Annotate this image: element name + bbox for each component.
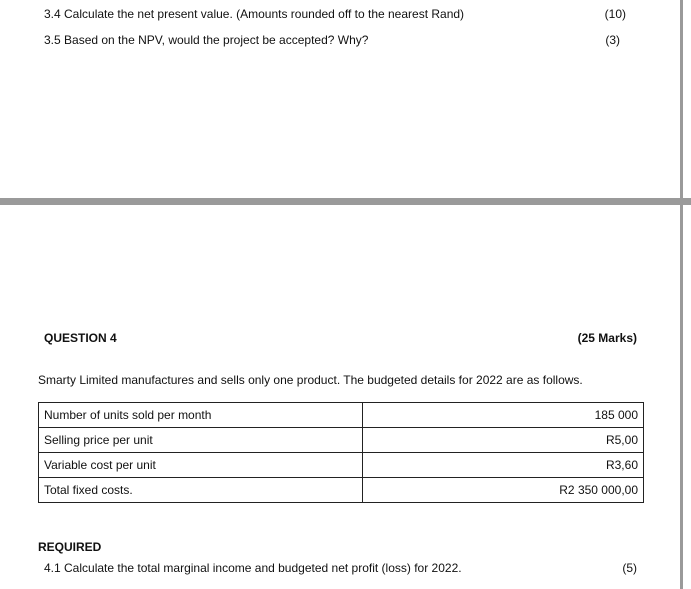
row-value: R3,60: [363, 453, 644, 478]
page-lower: [0, 205, 683, 589]
row-label: Number of units sold per month: [39, 403, 363, 428]
question-4-1-marks: (5): [622, 561, 637, 575]
question-4-total-marks: (25 Marks): [577, 331, 637, 345]
question-4-heading: QUESTION 4: [44, 331, 117, 345]
page-upper: [0, 0, 683, 198]
page-separator: [0, 198, 691, 205]
table-row: [39, 428, 644, 453]
row-label: Selling price per unit: [39, 428, 363, 453]
table-row: [39, 478, 644, 503]
row-label: Variable cost per unit: [39, 453, 363, 478]
row-value: R5,00: [363, 428, 644, 453]
question-3-5-marks: (3): [605, 33, 620, 47]
required-heading: REQUIRED: [38, 540, 102, 554]
question-4-intro: Smarty Limited manufactures and sells only one product. The budgeted details for 2022 are as follows.: [38, 373, 583, 387]
row-value: 185 000: [363, 403, 644, 428]
row-label: Total fixed costs.: [39, 478, 363, 503]
row-value: R2 350 000,00: [363, 478, 644, 503]
question-3-4-marks: (10): [604, 7, 626, 21]
table-row: [39, 403, 644, 428]
question-3-5-text: 3.5 Based on the NPV, would the project be accepted? Why?: [44, 33, 369, 47]
question-4-1-text: 4.1 Calculate the total marginal income and budgeted net profit (loss) for 2022.: [44, 561, 462, 575]
question-3-4-text: 3.4 Calculate the net present value. (Amounts rounded off to the nearest Rand): [44, 7, 465, 21]
table-row: [39, 453, 644, 478]
budget-table: [38, 402, 644, 503]
